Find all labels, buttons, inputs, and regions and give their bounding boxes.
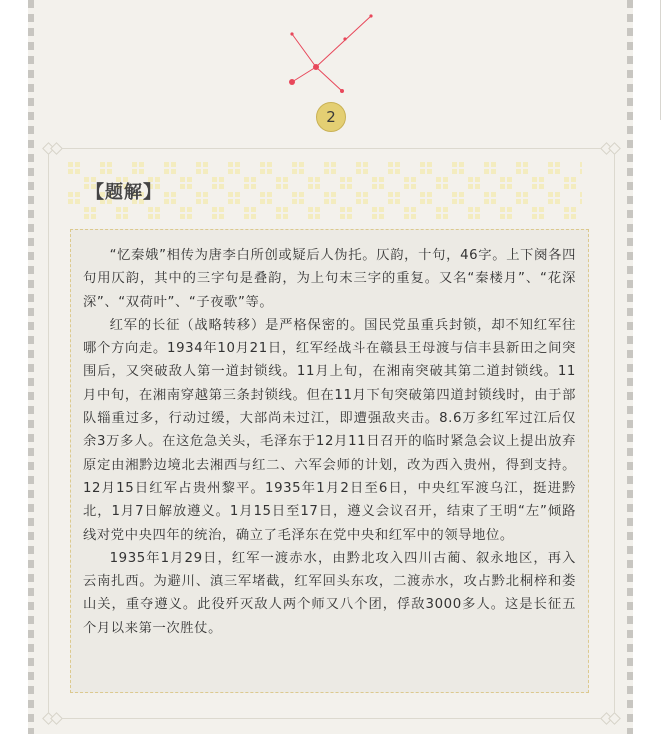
paragraph: “忆秦娥”相传为唐李白所创或疑后人伪托。仄韵，十句，46字。上下阕各四句用仄韵，其中的三字句是叠韵，为上句末三字的重复。又名“秦楼月”、“花深深”、“双荷叶”、“子夜歌”等。: [83, 248, 576, 310]
frame-top-line: [48, 148, 614, 149]
section-number-badge: 2: [316, 102, 346, 132]
paragraph: 红军的长征（战略转移）是严格保密的。国民党虽重兵封锁，却不知红军往哪个方向走。1934年10月21日，红军经战斗在赣县王母渡与信丰县新田之间突围后，又突破敌人第一道封锁线。11月上旬，在湘南突破其第二道封锁线。11月中旬，在湘南穿越第三条封锁线。但在11月下旬突破第四道封锁线时，由于部队辎重过多，行动过缓，大部尚未过江，即遭强敌夹击。8.6万多红军过江后仅余3万多人。在这危急关头，毛泽东于12月11日召开的临时紧急会议上提出放弃原定由湘黔边境北去湘西与红二、六军会师的计划，改为西入贵州，得到支持。12月15日红军占贵州黎平。1935年1月2日至6日，中央红军渡乌江，挺进黔北，1月7日解放遵义。1月15日至17日，遵义会议召开，结束了王明“左”倾路线对党中央四年的统治，确立了毛泽东在党中央和红军中的领导地位。: [83, 317, 576, 543]
right-edge-line: [660, 0, 665, 120]
frame-bottom-line: [48, 718, 614, 719]
frame-right-line: [614, 148, 615, 718]
left-dashed-border: [28, 0, 34, 734]
paragraph: 1935年1月29日，红军一渡赤水，由黔北攻入四川古蔺、叙永地区，再入云南扎西。为避川、滇三军堵截，红军回头东攻，二渡赤水，攻占黔北桐梓和娄山关，重夺遵义。此役歼灭敌人两个师又八个团，俘敌3000多人。这是长征五个月以来第一次胜仗。: [83, 550, 576, 636]
constellation-decoration: [270, 0, 390, 100]
section-title: 【题解】: [86, 182, 162, 203]
explanation-text-box: [70, 229, 589, 693]
right-dashed-border: [627, 0, 633, 734]
frame-left-line: [48, 148, 49, 718]
